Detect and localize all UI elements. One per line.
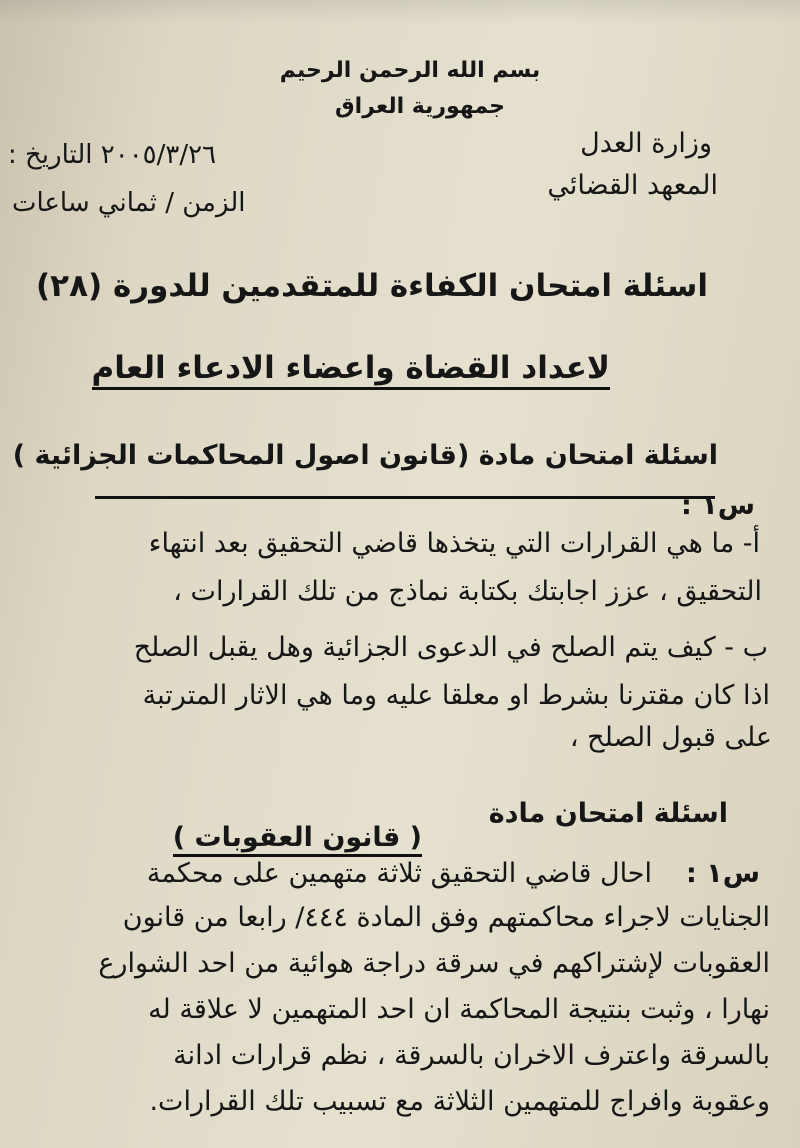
section2-line: نهارا ، وثبت بنتيجة المحاكمة ان احد المتهمين لا علاقة له	[148, 994, 770, 1025]
exam-date	[8, 140, 216, 170]
section2-heading-name: ( قانون العقوبات )	[173, 822, 422, 857]
section1-line: أ- ما هي القرارات التي يتخذها قاضي التحقيق بعد انتهاء	[148, 528, 760, 559]
ministry-name: وزارة العدل	[580, 128, 712, 159]
section1-line: على قبول الصلح ،	[569, 722, 772, 753]
section2-line: العقوبات لإشتراكهم في سرقة دراجة هوائية من احد الشوارع	[98, 948, 770, 979]
date-value: ٢٠٠٥/٣/٢٦	[100, 140, 217, 170]
section2-line: بالسرقة واعترف الاخران بالسرقة ، نظم قرارات ادانة	[173, 1040, 770, 1071]
section1-heading	[13, 440, 718, 471]
section2-question-number: س١ :	[686, 858, 760, 889]
section2-heading-prefix: اسئلة امتحان مادة	[488, 798, 728, 829]
section1-line: ب - كيف يتم الصلح في الدعوى الجزائية وهل يقبل الصلح	[133, 632, 768, 663]
section1-heading-text: اسئلة امتحان مادة (قانون اصول المحاكمات الجزائية )	[12, 440, 718, 471]
date-label: التاريخ :	[8, 140, 93, 170]
exam-title-line2: لاعداد القضاة واعضاء الادعاء العام	[92, 350, 610, 390]
exam-duration: الزمن / ثماني ساعات	[12, 188, 246, 218]
page-top-shadow	[0, 0, 800, 24]
section2-line: الجنايات لاجراء محاكمتهم وفق المادة ٤٤٤/ رابعا من قانون	[122, 902, 770, 933]
basmala: بسم الله الرحمن الرحيم	[279, 58, 541, 83]
republic-name: جمهورية العراق	[335, 94, 505, 119]
section1-line: اذا كان مقترنا بشرط او معلقا عليه وما هي الاثار المترتبة	[142, 680, 770, 711]
section2-line: وعقوبة وافراج للمتهمين الثلاثة مع تسبيب تلك القرارات.	[149, 1086, 770, 1117]
institute-name: المعهد القضائي	[547, 170, 718, 201]
section1-line: التحقيق ، عزز اجابتك بكتابة نماذج من تلك القرارات ،	[173, 576, 762, 607]
exam-title-line1: اسئلة امتحان الكفاءة للمتقدمين للدورة (٢٨)	[36, 268, 708, 304]
section1-heading-underline	[95, 496, 715, 499]
section1-question-number: س١ :	[681, 490, 755, 521]
section2-line: احال قاضي التحقيق ثلاثة متهمين على محكمة	[146, 858, 652, 889]
